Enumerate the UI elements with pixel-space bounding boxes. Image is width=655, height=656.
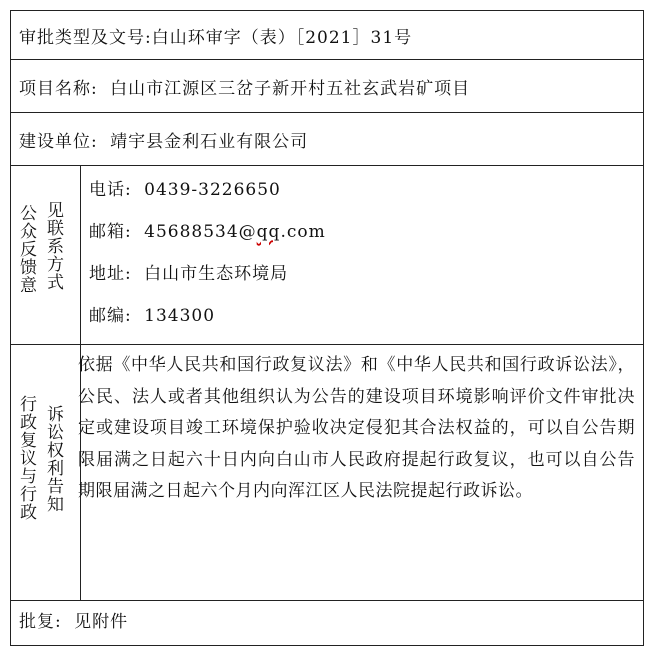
approval-number-label: 审批类型及文号: — [19, 28, 152, 48]
address-label: 地址: — [89, 264, 132, 284]
approval-number-row — [19, 23, 412, 48]
project-name-value: 白山市江源区三岔子新开村五社玄武岩矿项目 — [110, 79, 471, 99]
phone-line — [89, 175, 281, 200]
construction-unit-row — [19, 127, 308, 152]
row-divider — [11, 165, 643, 166]
appeal-rights-paragraph: 依据《中华人民共和国行政复议法》和《中华人民共和国行政诉讼法》，公民、法人或者其他组织认为公告的建设项目环境影响评价文件审批决定或建设项目竣工环境保护验收决定侵犯其合法权益的，可以自公告期限届满之日起六十日内向白山市人民政府提起行政复议，也可以自公告期限届满之日起六个月内向浑江区人民法院提起行政诉讼。 — [78, 355, 635, 501]
project-name-row — [19, 74, 470, 99]
email-line — [89, 217, 326, 242]
address-value: 白山市生态环境局 — [144, 264, 289, 284]
construction-unit-value: 靖宇县金利石业有限公司 — [110, 132, 309, 152]
appeal-side-label-col2: 诉讼权利告知 — [43, 405, 63, 513]
reply-label: 批复: — [19, 612, 62, 632]
reply-row — [19, 607, 128, 632]
email-label: 邮箱: — [89, 222, 132, 242]
project-name-label: 项目名称: — [19, 79, 98, 99]
email-domain: qq — [256, 222, 281, 242]
approval-number-value: 白山环审字（表）［2021］31号 — [151, 28, 413, 48]
notice-table — [10, 10, 644, 646]
appeal-side-label-col1: 行政复议与行政 — [16, 395, 36, 521]
email-local-part: 45688534@ — [144, 222, 257, 242]
postcode-line — [89, 301, 215, 326]
address-line — [89, 259, 288, 284]
row-divider — [11, 600, 643, 601]
row-divider — [11, 112, 643, 113]
postcode-value: 134300 — [144, 306, 216, 326]
feedback-side-label-col2: 见联系方式 — [43, 201, 63, 291]
row-divider — [11, 59, 643, 60]
reply-value: 见附件 — [74, 612, 129, 632]
construction-unit-label: 建设单位: — [19, 132, 98, 152]
email-tld: .com — [280, 222, 326, 242]
email-value — [144, 222, 326, 242]
phone-label: 电话: — [89, 180, 132, 200]
phone-value: 0439-3226650 — [144, 180, 281, 200]
feedback-side-label-col1: 公众反馈意 — [16, 204, 36, 294]
postcode-label: 邮编: — [89, 306, 132, 326]
